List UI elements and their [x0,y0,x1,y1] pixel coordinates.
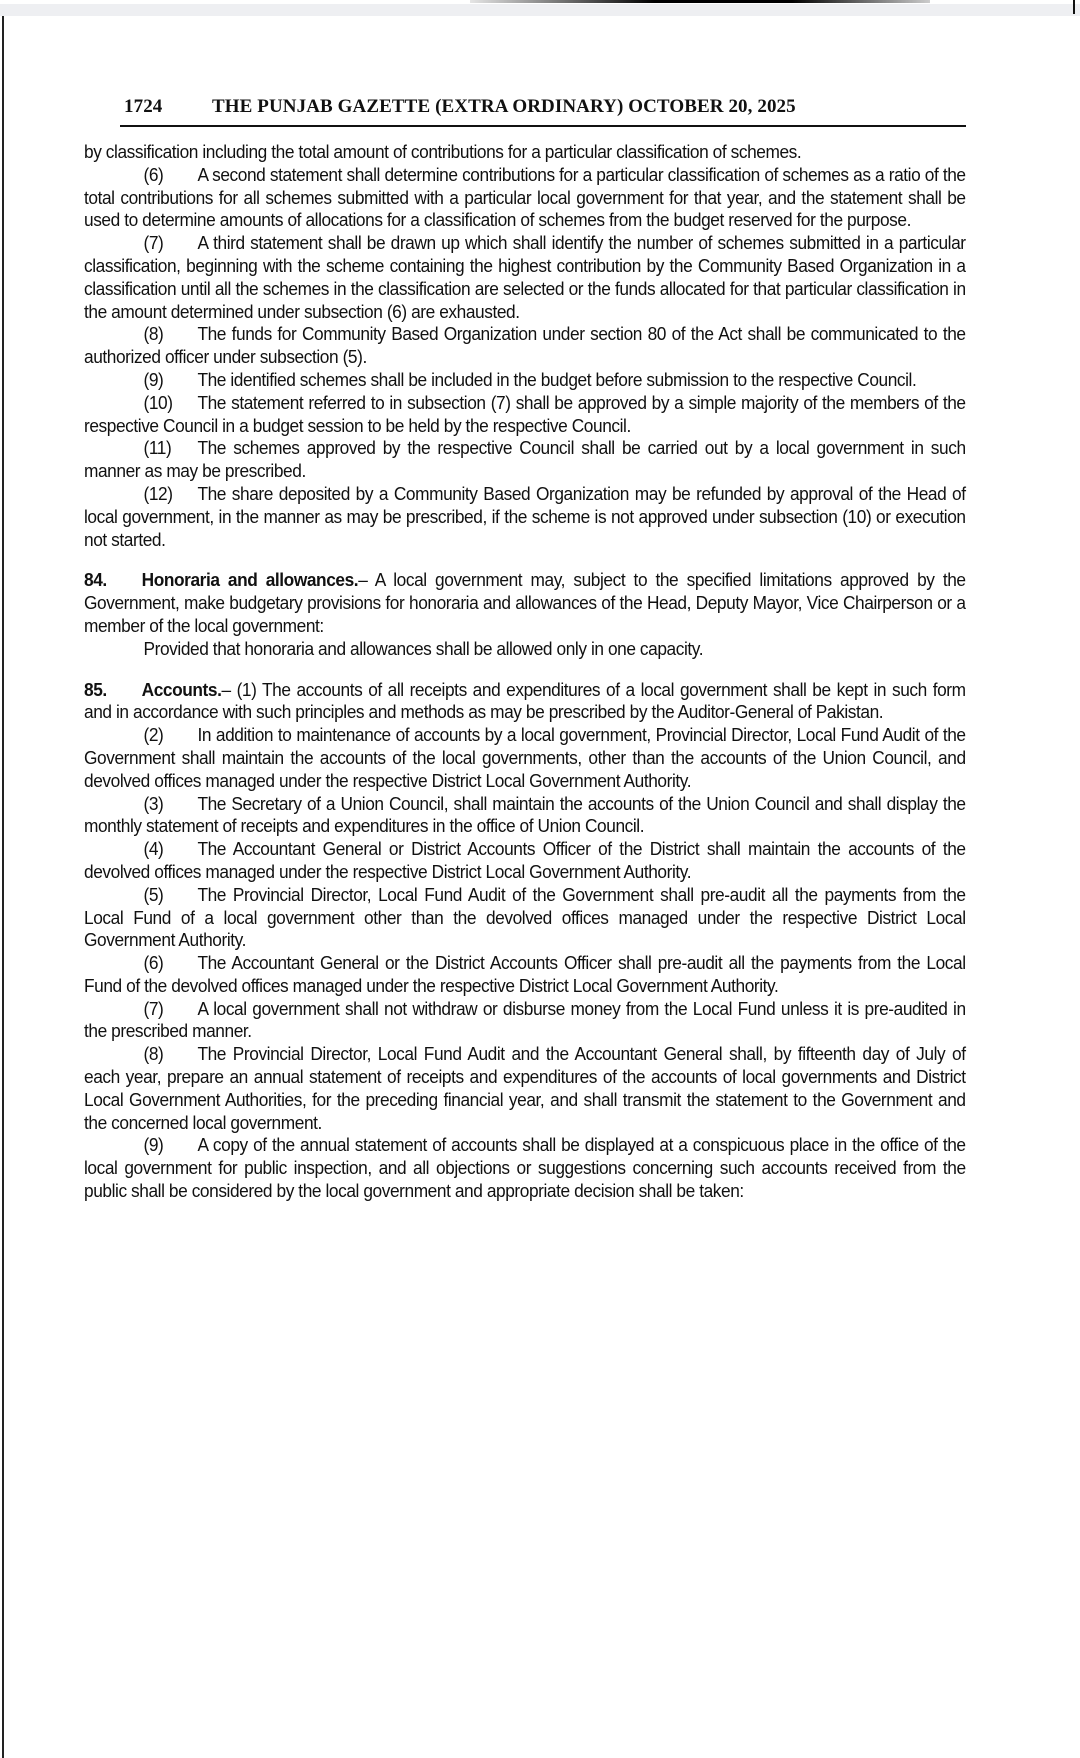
section-number: 85. [84,678,107,700]
section-85 [84,679,966,725]
section-text: A local government may, subject to the specified limitations approved by the Government, make budgetary provisions for honoraria and allowances of the Head, Deputy Mayor, Vice Chairperson or a member of the local government: [84,569,966,636]
subsection-text: The funds for Community Based Organization under section 80 of the Act shall be communicated to the authorized officer under subsection (5). [84,323,966,368]
subsection-83-6 [84,164,966,232]
section-84 [84,569,966,637]
scan-top-band [0,4,1080,16]
subsection-text: The Provincial Director, Local Fund Audit and the Accountant General shall, by fifteenth day of July of each year, prepare an annual statement of receipts and expenditures of the accounts of local governments and District Local Government Authorities, for the preceding financial year, and shall transmit the statement to the Government and the concerned local government. [84,1043,966,1133]
subsection-83-12 [84,483,966,551]
subsection-number: (4) [143,838,164,860]
subsection-number: (12) [143,482,173,504]
subsection-text: The schemes approved by the respective Council shall be carried out by a local government in such manner as may be prescribed. [84,437,966,482]
subsection-83-10 [84,392,966,438]
section-dash: – [221,678,237,700]
subsection-number: (8) [143,1043,164,1065]
subsection-85-6 [84,952,966,998]
subsection-text: The Accountant General or District Accounts Officer of the District shall maintain the accounts of the devolved offices managed under the respective District Local Government Authority. [84,838,966,882]
subsection-text: A local government shall not withdraw or disburse money from the Local Fund unless it is pre-audited in the prescribed manner. [84,997,966,1042]
subsection-83-9 [84,369,966,392]
subsection-text: The share deposited by a Community Based Organization may be refunded by approval of the Head of local government, in the manner as may be prescribed, if the scheme is not approved under subsection (10) or execution not started. [84,482,966,550]
subsection-83-7 [84,232,966,323]
subsection-text: The statement referred to in subsection (7) shall be approved by a simple majority of the members of the respective Council in a budget session to be held by the respective Council. [84,391,966,436]
subsection-number: (2) [143,724,164,746]
subsection-number: (11) [143,437,172,459]
subsection-number: (9) [143,368,164,390]
section-number: 84. [84,569,107,591]
section-dash: – [358,569,375,591]
subsection-number: (7) [143,232,164,254]
subsection-text: A third statement shall be drawn up which shall identify the number of schemes submitted in a particular classification, beginning with the scheme containing the highest contribution by the Community Based Organization in a classification until all the schemes in the classification are selected or the funds allocated for that particular classification in the amount determined under subsection (6) are exhausted. [84,232,966,322]
section-text: (1) The accounts of all receipts and expenditures of a local government shall be kept in such form and in accordance with such principles and methods as may be prescribed by the Auditor-General of Pakistan. [84,678,966,723]
subsection-number: (10) [143,391,173,413]
subsection-text: In addition to maintenance of accounts by a local government, Provincial Director, Local Fund Audit of the Government shall maintain the accounts of the local governments, other than the accounts of the Union Council, and devolved offices managed under the respective District Local Government Authority. [84,724,966,791]
subsection-text: The Provincial Director, Local Fund Audit of the Government shall pre-audit all the payments from the Local Fund of a local government other than the devolved offices managed under the respective District Local Government Authority. [84,883,966,951]
subsection-text: The Secretary of a Union Council, shall maintain the accounts of the Union Council and shall display the monthly statement of receipts and expenditures in the office of Union Council. [84,792,966,837]
subsection-text: The identified schemes shall be included in the budget before submission to the respective Council. [197,368,917,390]
subsection-number: (5) [143,883,164,905]
subsection-text: A second statement shall determine contributions for a particular classification of schemes as a ratio of the total contributions for all schemes submitted with a particular local government for that year, and the statement shall be used to determine amounts of allocations for a classification of schemes from the budget reserved for the purpose. [84,163,966,231]
subsection-number: (9) [143,1134,164,1156]
section-heading: Honoraria and allowances. [141,569,359,591]
gazette-title: THE PUNJAB GAZETTE (EXTRA ORDINARY) OCTOBER 20, 2025 [212,96,796,117]
document-body [84,141,966,1203]
subsection-text: The Accountant General or the District Accounts Officer shall pre-audit all the payments from the Local Fund of the devolved offices managed under the respective District Local Government Authority. [84,952,966,996]
continuation-paragraph: by classification including the total amount of contributions for a particular classification of schemes. [84,141,802,162]
subsection-85-8 [84,1043,966,1134]
gazette-page [84,96,964,1203]
scan-left-border [2,16,4,1758]
subsection-text: A copy of the annual statement of accounts shall be displayed at a conspicuous place in the office of the local government for public inspection, and all objections or suggestions concerning such accounts received from the public shall be considered by the local government and appropriate decision shall be taken: [84,1134,966,1202]
subsection-number: (7) [143,997,164,1019]
running-header [124,96,964,118]
section-heading: Accounts. [141,678,222,700]
subsection-number: (6) [143,952,164,974]
subsection-85-3 [84,793,966,839]
section-gap [84,551,966,569]
section-84-proviso: Provided that honoraria and allowances shall be allowed only in one capacity. [143,637,704,659]
header-rule [120,125,966,127]
subsection-85-5 [84,884,966,952]
section-gap [84,661,966,679]
scan-top-stroke [470,0,930,3]
subsection-85-9 [84,1134,966,1202]
subsection-number: (8) [143,323,164,345]
subsection-83-11 [84,437,966,483]
scan-right-mark [1073,0,1075,14]
subsection-number: (3) [143,792,164,814]
subsection-85-4 [84,838,966,884]
subsection-85-7 [84,998,966,1044]
page-number: 1724 [124,96,163,117]
subsection-83-8 [84,323,966,369]
subsection-85-2 [84,724,966,792]
subsection-number: (6) [143,163,164,185]
